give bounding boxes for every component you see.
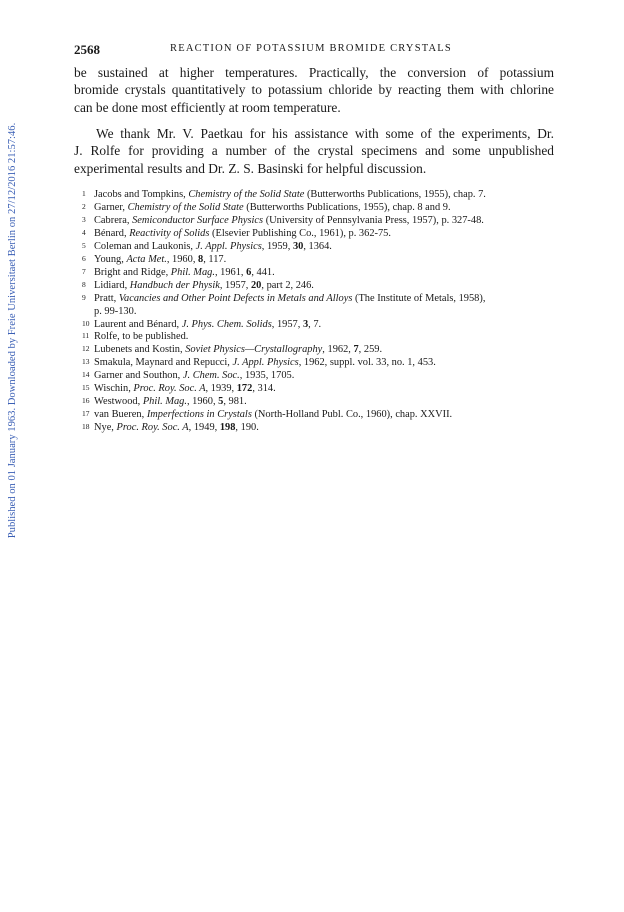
reference-details: (Butterworths Publications, 1955), chap. 7. <box>304 189 486 200</box>
reference-pages: , 981. <box>223 396 247 408</box>
reference-details: (Butterworths Publications, 1955), chap. 8 and 9. <box>243 201 451 213</box>
reference-authors: Laurent and Bénard, <box>94 318 182 330</box>
reference-pages: , part 2, 246. <box>261 279 314 291</box>
reference-item <box>84 319 560 332</box>
reference-volume: 20 <box>250 279 262 291</box>
reference-authors: Wischin, <box>94 383 134 395</box>
paragraph-line: We thank Mr. V. Paetkau for his assistance with some of the experiments, Dr. <box>96 126 554 141</box>
reference-item <box>84 241 560 254</box>
reference-volume: 6 <box>246 266 252 278</box>
reference-pages: , 441. <box>251 266 275 278</box>
reference-authors: Young, <box>94 253 127 265</box>
reference-item <box>84 215 560 228</box>
reference-volume: 172 <box>236 383 253 395</box>
reference-authors: Lubenets and Kostin, <box>94 344 186 356</box>
reference-volume: 7 <box>353 344 359 356</box>
paragraph-line: bromide crystals quantitatively to potassium chloride by reacting them with chlorine <box>74 82 554 98</box>
reference-number: 10 <box>82 318 90 328</box>
reference-number: 6 <box>82 253 86 263</box>
reference-details: , 1962, suppl. vol. 33, no. 1, 453. <box>298 357 436 369</box>
page-header <box>74 42 554 60</box>
reference-number: 3 <box>82 214 86 224</box>
reference-number: 15 <box>82 383 90 393</box>
reference-item <box>84 370 560 383</box>
reference-details: (Elsevier Publishing Co., 1961), p. 362-75. <box>209 227 391 239</box>
reference-item <box>84 357 560 370</box>
reference-details: , 1961, <box>214 266 247 278</box>
reference-title: Phil. Mag. <box>170 266 215 278</box>
reference-authors: Cabrera, <box>94 214 133 226</box>
reference-item <box>84 189 560 202</box>
reference-volume: 198 <box>219 422 236 434</box>
reference-details: (The Institute of Metals, 1958), <box>352 292 486 304</box>
reference-item <box>84 409 560 422</box>
reference-authors: Jacobs and Tompkins, <box>94 189 189 200</box>
reference-title: J. Chem. Soc. <box>182 370 240 382</box>
reference-title: Handbuch der Physik <box>129 279 220 291</box>
reference-item <box>84 396 560 409</box>
reference-title: J. Appl. Physics <box>195 240 262 252</box>
reference-pages: , 259. <box>358 344 383 356</box>
reference-details: , 1957, <box>271 318 303 330</box>
reference-item <box>84 422 560 435</box>
paragraph-line: experimental results and Dr. Z. S. Basinski for helpful discussion. <box>74 160 427 176</box>
paragraph-line: J. Rolfe for providing a number of the crystal specimens and some unpublished <box>74 143 554 159</box>
paragraph-line: be sustained at higher temperatures. Practically, the conversion of potassium <box>74 65 554 80</box>
reference-number: 7 <box>82 266 86 276</box>
reference-title: Imperfections in Crystals <box>146 409 252 421</box>
reference-title: Soviet Physics—Crystallography <box>185 344 323 356</box>
reference-details: , 1935, 1705. <box>239 370 295 382</box>
reference-volume: 3 <box>302 318 309 330</box>
reference-details: , 1957, <box>219 279 251 291</box>
reference-continuation: p. 99-130. <box>94 305 137 317</box>
reference-authors: Coleman and Laukonis, <box>94 240 196 252</box>
reference-item <box>84 254 560 267</box>
body-paragraph-1 <box>74 64 554 116</box>
reference-item <box>84 280 560 293</box>
reference-authors: Lidiard, <box>94 279 130 291</box>
reference-authors: Nye, <box>94 422 117 434</box>
reference-item <box>84 344 560 357</box>
reference-number: 17 <box>82 409 90 419</box>
reference-item <box>84 267 560 280</box>
download-stamp-text: Published on 01 January 1963. Downloaded by Freie Universitaet Berlin on 27/12/2016 21:57:46. <box>7 122 19 538</box>
reference-details: (University of Pennsylvania Press, 1957), p. 327-48. <box>263 214 484 226</box>
reference-number: 16 <box>82 396 90 406</box>
reference-item <box>84 331 560 344</box>
reference-authors: Rolfe, to be published. <box>94 331 189 343</box>
paragraph-line: can be done most efficiently at room temperature. <box>74 99 341 115</box>
reference-title: Reactivity of Solids <box>129 227 210 239</box>
reference-details: , 1960, <box>186 396 219 408</box>
reference-authors: van Bueren, <box>94 409 147 421</box>
reference-number: 18 <box>82 422 90 432</box>
reference-number: 9 <box>82 292 86 302</box>
reference-number: 11 <box>82 331 90 341</box>
reference-title: Semiconductor Surface Physics <box>132 214 264 226</box>
reference-pages: , 314. <box>252 383 276 395</box>
reference-authors: Pratt, <box>94 292 119 304</box>
reference-title: J. Appl. Physics <box>232 357 299 369</box>
reference-number: 13 <box>82 357 90 367</box>
reference-item <box>84 383 560 396</box>
reference-details: (North-Holland Publ. Co., 1960), chap. XXVII. <box>251 409 453 421</box>
reference-pages: , 7. <box>308 318 322 330</box>
reference-pages: , 190. <box>235 422 259 434</box>
reference-number: 1 <box>82 189 86 198</box>
reference-title: Proc. Roy. Soc. A <box>133 383 206 395</box>
reference-item <box>84 202 560 215</box>
reference-authors: Bright and Ridge, <box>94 266 171 278</box>
reference-authors: Bénard, <box>94 227 130 239</box>
reference-number: 5 <box>82 240 86 250</box>
reference-title: Chemistry of the Solid State <box>188 189 305 200</box>
reference-volume: 8 <box>198 253 204 265</box>
running-title: REACTION OF POTASSIUM BROMIDE CRYSTALS <box>170 43 452 54</box>
reference-number: 12 <box>82 344 90 354</box>
reference-number: 14 <box>82 370 90 380</box>
reference-number: 8 <box>82 279 86 289</box>
reference-details: , 1949, <box>188 422 220 434</box>
download-stamp <box>5 70 21 590</box>
reference-authors: Garner and Southon, <box>94 370 183 382</box>
reference-authors: Garner, <box>94 201 128 213</box>
reference-details: , 1939, <box>205 383 237 395</box>
reference-item <box>84 293 560 319</box>
reference-details: , 1959, <box>261 240 293 252</box>
reference-authors: Westwood, <box>94 396 143 408</box>
reference-title: Phil. Mag. <box>142 396 187 408</box>
reference-title: J. Phys. Chem. Solids <box>181 318 272 330</box>
reference-pages: , 117. <box>203 253 227 265</box>
reference-number: 4 <box>82 227 86 237</box>
reference-authors: Smakula, Maynard and Repucci, <box>94 357 233 369</box>
reference-details: , 1962, <box>322 344 354 356</box>
acknowledgements-paragraph <box>74 125 554 177</box>
reference-title: Chemistry of the Solid State <box>127 201 244 213</box>
reference-volume: 5 <box>218 396 224 408</box>
reference-title: Vacancies and Other Point Defects in Metals and Alloys <box>118 292 353 304</box>
reference-list <box>84 189 560 435</box>
page-number: 2568 <box>74 42 100 57</box>
reference-title: Proc. Roy. Soc. A <box>116 422 189 434</box>
reference-number: 2 <box>82 201 86 211</box>
reference-volume: 30 <box>292 240 304 252</box>
reference-item <box>84 228 560 241</box>
reference-pages: , 1364. <box>303 240 332 252</box>
reference-title: Acta Met. <box>126 253 167 265</box>
reference-details: , 1960, <box>166 253 199 265</box>
